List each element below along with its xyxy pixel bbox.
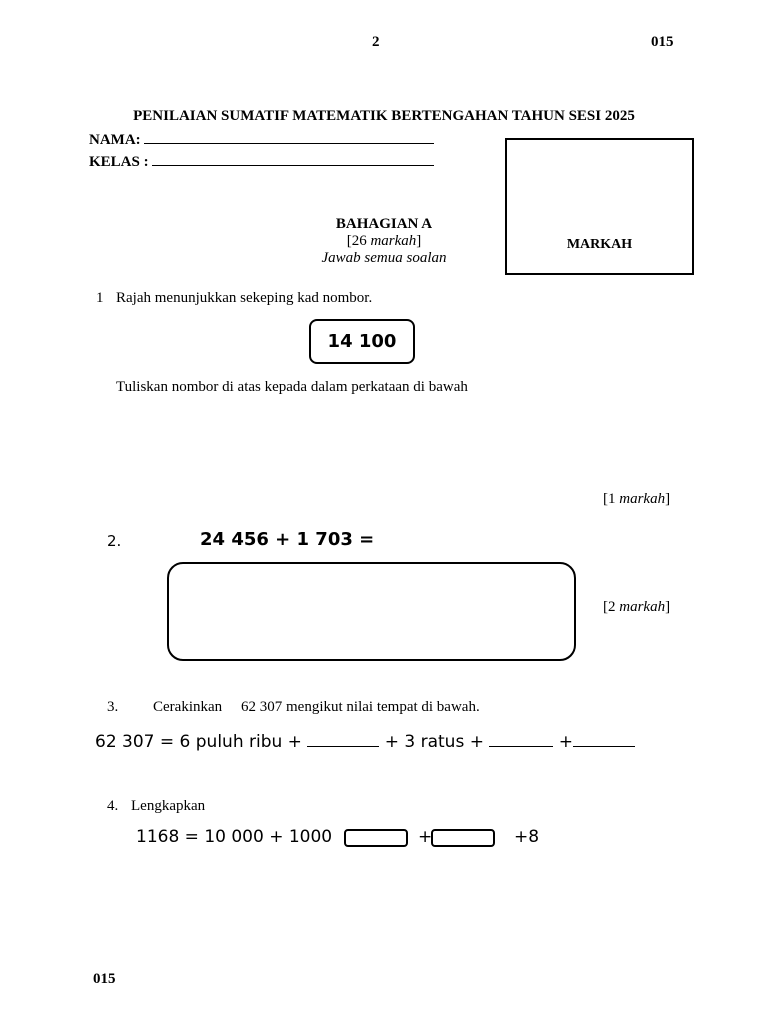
q4-answer-box-2[interactable] — [431, 829, 495, 847]
q3-blank-sa[interactable] — [573, 730, 635, 747]
q4-number: 4. — [107, 798, 119, 814]
q1-marks: [1 markah] — [603, 491, 671, 507]
kelas-row — [89, 151, 434, 171]
section-header — [284, 216, 484, 267]
q1-number: 1 — [96, 290, 104, 306]
q3-equation — [95, 730, 635, 752]
q3-number-value: 62 307 mengikut nilai tempat di bawah. — [241, 699, 480, 715]
paper-code-bottom: 015 — [93, 971, 116, 987]
markah-label: MARKAH — [566, 237, 633, 252]
q1-text: Rajah menunjukkan sekeping kad nombor. — [116, 290, 373, 306]
page-number: 2 — [372, 34, 380, 50]
section-marks: [26 markah] — [346, 233, 422, 249]
nama-row — [89, 129, 434, 149]
markah-box — [505, 138, 694, 275]
q4-equation-left: 1168 = 10 000 + 1000 — [136, 827, 333, 847]
q2-answer-box[interactable] — [167, 562, 576, 661]
kelas-input-line[interactable] — [152, 151, 434, 166]
q4-tail: +8 — [514, 827, 540, 847]
nama-label: NAMA: — [89, 132, 141, 148]
q3-blank-ribu[interactable] — [307, 730, 379, 747]
nama-input-line[interactable] — [144, 129, 434, 144]
q2-expression: 24 456 + 1 703 = — [200, 529, 375, 550]
q2-marks: [2 markah] — [603, 599, 671, 615]
q4-text: Lengkapkan — [131, 798, 206, 814]
q3-eq-part3: + — [553, 732, 574, 752]
q3-text: Cerakinkan — [153, 699, 223, 715]
section-instruction: Jawab semua soalan — [321, 250, 447, 266]
q1-instruction: Tuliskan nombor di atas kepada dalam perkataan di bawah — [116, 379, 468, 395]
section-heading: BAHAGIAN A — [335, 216, 433, 232]
q4-plus: + — [418, 827, 433, 847]
q4-answer-box-1[interactable] — [344, 829, 408, 847]
paper-code-top: 015 — [651, 34, 674, 50]
kelas-label: KELAS : — [89, 154, 149, 170]
number-card: 14 100 — [309, 319, 415, 364]
q3-number: 3. — [107, 699, 119, 715]
q3-eq-part2: + 3 ratus + — [379, 732, 490, 752]
q3-blank-puluh[interactable] — [489, 730, 553, 747]
q2-number: 2. — [107, 532, 122, 550]
q3-eq-part1: 62 307 = 6 puluh ribu + — [95, 732, 308, 752]
exam-title: PENILAIAN SUMATIF MATEMATIK BERTENGAHAN TAHUN SESI 2025 — [133, 108, 635, 124]
